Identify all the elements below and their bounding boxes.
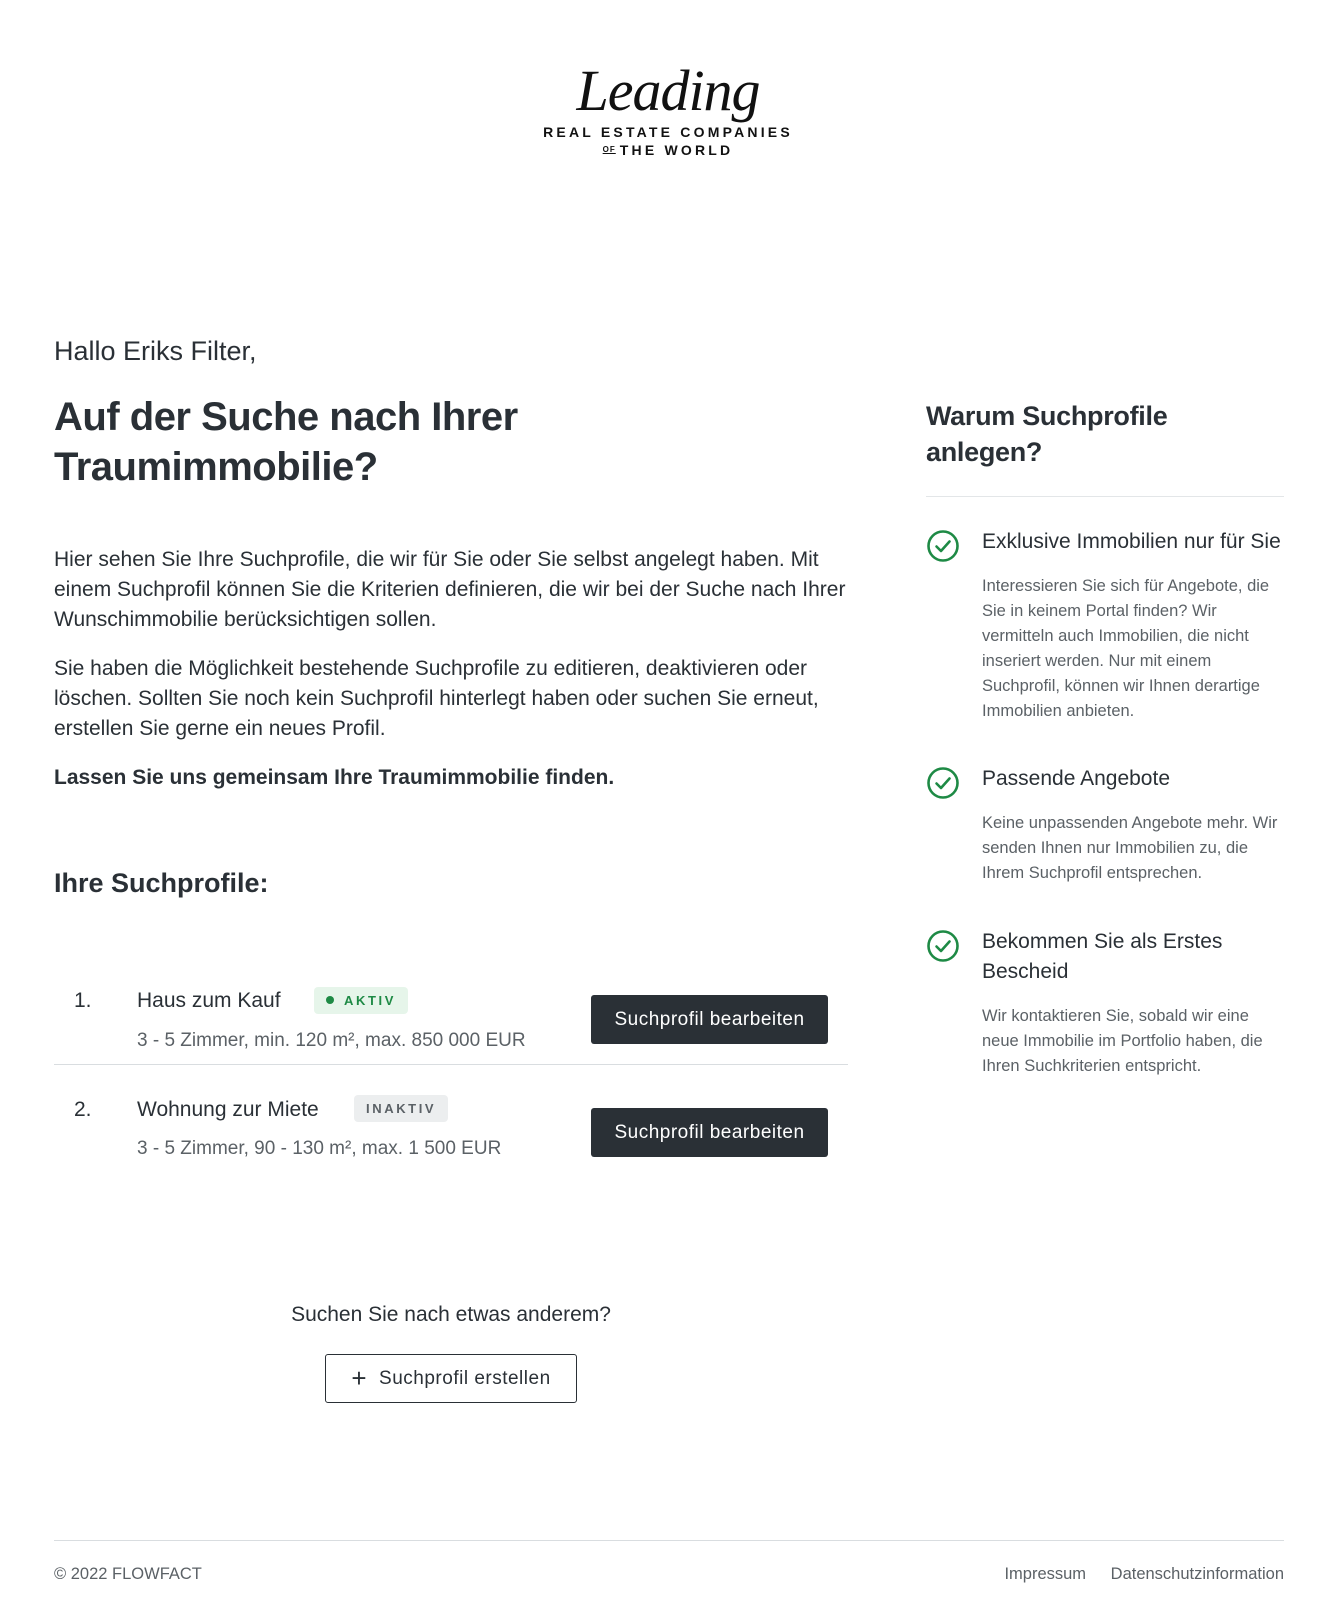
benefit-title: Bekommen Sie als Erstes Bescheid [982,930,1223,983]
footer-links [984,1563,1284,1585]
footer [54,1540,1284,1585]
benefits-sidebar [926,398,1284,1079]
impressum-link[interactable]: Impressum [1004,1565,1087,1583]
status-badge-active [314,987,408,1014]
search-profile-item [54,1064,848,1177]
status-dot-icon [326,996,334,1004]
logo-line-1: REAL ESTATE COMPANIES [543,124,793,140]
profile-number: 2. [74,1098,92,1121]
page-title: Auf der Suche nach Ihrer Traumimmobilie? [54,395,518,489]
edit-profile-button[interactable]: Suchprofil bearbeiten [591,1108,828,1157]
profiles-section-title: Ihre Suchprofile: [54,868,269,898]
check-circle-icon [926,766,960,800]
logo-line-2 [0,141,1336,159]
logo-script-text: Leading [576,58,760,123]
benefits-title: Warum Suchprofile anlegen? [926,398,1284,497]
search-profile-item [54,960,848,1064]
copyright: © 2022 FLOWFACT [54,1565,202,1583]
benefit-text: Interessieren Sie sich für Angebote, die Sie in keinem Portal finden? Wir vermitteln auch Immobilien, die nicht inseriert werden. Nur mit einem Suchprofil, können wir Ihnen derartige Immobilien anbieten. [982,577,1270,720]
intro-paragraph-1: Hier sehen Sie Ihre Suchprofile, die wir für Sie oder Sie selbst angelegt haben. Mit einem Suchprofil können Sie die Kriterien definieren, die wir bei der Suche nach Ihrer Wunschimmobilie berücksichtigen sollen. [54,548,846,631]
logo-line-2-text: THE WORLD [619,142,734,158]
create-profile-label: Suchprofil erstellen [379,1368,551,1389]
profile-title: Haus zum Kauf [137,989,281,1012]
logo-of: OF [602,145,616,154]
status-badge-inactive: INAKTIV [354,1095,448,1122]
create-profile-button[interactable] [325,1354,577,1403]
benefit-text: Keine unpassenden Angebote mehr. Wir senden Ihnen nur Immobilien zu, die Ihrem Suchprofil entsprechen. [982,814,1278,882]
benefit-item [926,527,1284,724]
profile-details: 3 - 5 Zimmer, min. 120 m², max. 850 000 EUR [137,1030,526,1051]
greeting: Hallo Eriks Filter, [54,336,257,366]
benefit-title: Exklusive Immobilien nur für Sie [982,530,1281,553]
intro-paragraph-3: Lassen Sie uns gemeinsam Ihre Traumimmobilie finden. [54,766,615,789]
profile-details: 3 - 5 Zimmer, 90 - 130 m², max. 1 500 EUR [137,1138,502,1159]
benefit-title: Passende Angebote [982,767,1170,790]
search-profile-list [54,960,848,1177]
benefit-item [926,764,1284,886]
profile-number: 1. [74,989,92,1012]
other-search-question: Suchen Sie nach etwas anderem? [291,1303,611,1326]
brand-logo [0,58,1336,159]
profile-title: Wohnung zur Miete [137,1098,319,1121]
check-circle-icon [926,929,960,963]
plus-icon: + [351,1363,368,1393]
intro-text [54,545,854,812]
benefit-item [926,927,1284,1079]
benefit-text: Wir kontaktieren Sie, sobald wir eine neue Immobilie im Portfolio haben, die Ihren Suchkriterien entspricht. [982,1007,1263,1075]
privacy-link[interactable]: Datenschutzinformation [1110,1565,1284,1583]
check-circle-icon [926,529,960,563]
edit-profile-button[interactable]: Suchprofil bearbeiten [591,995,828,1044]
status-badge-label: AKTIV [344,993,396,1008]
intro-paragraph-2: Sie haben die Möglichkeit bestehende Suchprofile zu editieren, deaktivieren oder löschen. Sollten Sie noch kein Suchprofil hinterlegt haben oder suchen Sie erneut, erstellen Sie gerne ein neues Profil. [54,657,819,740]
